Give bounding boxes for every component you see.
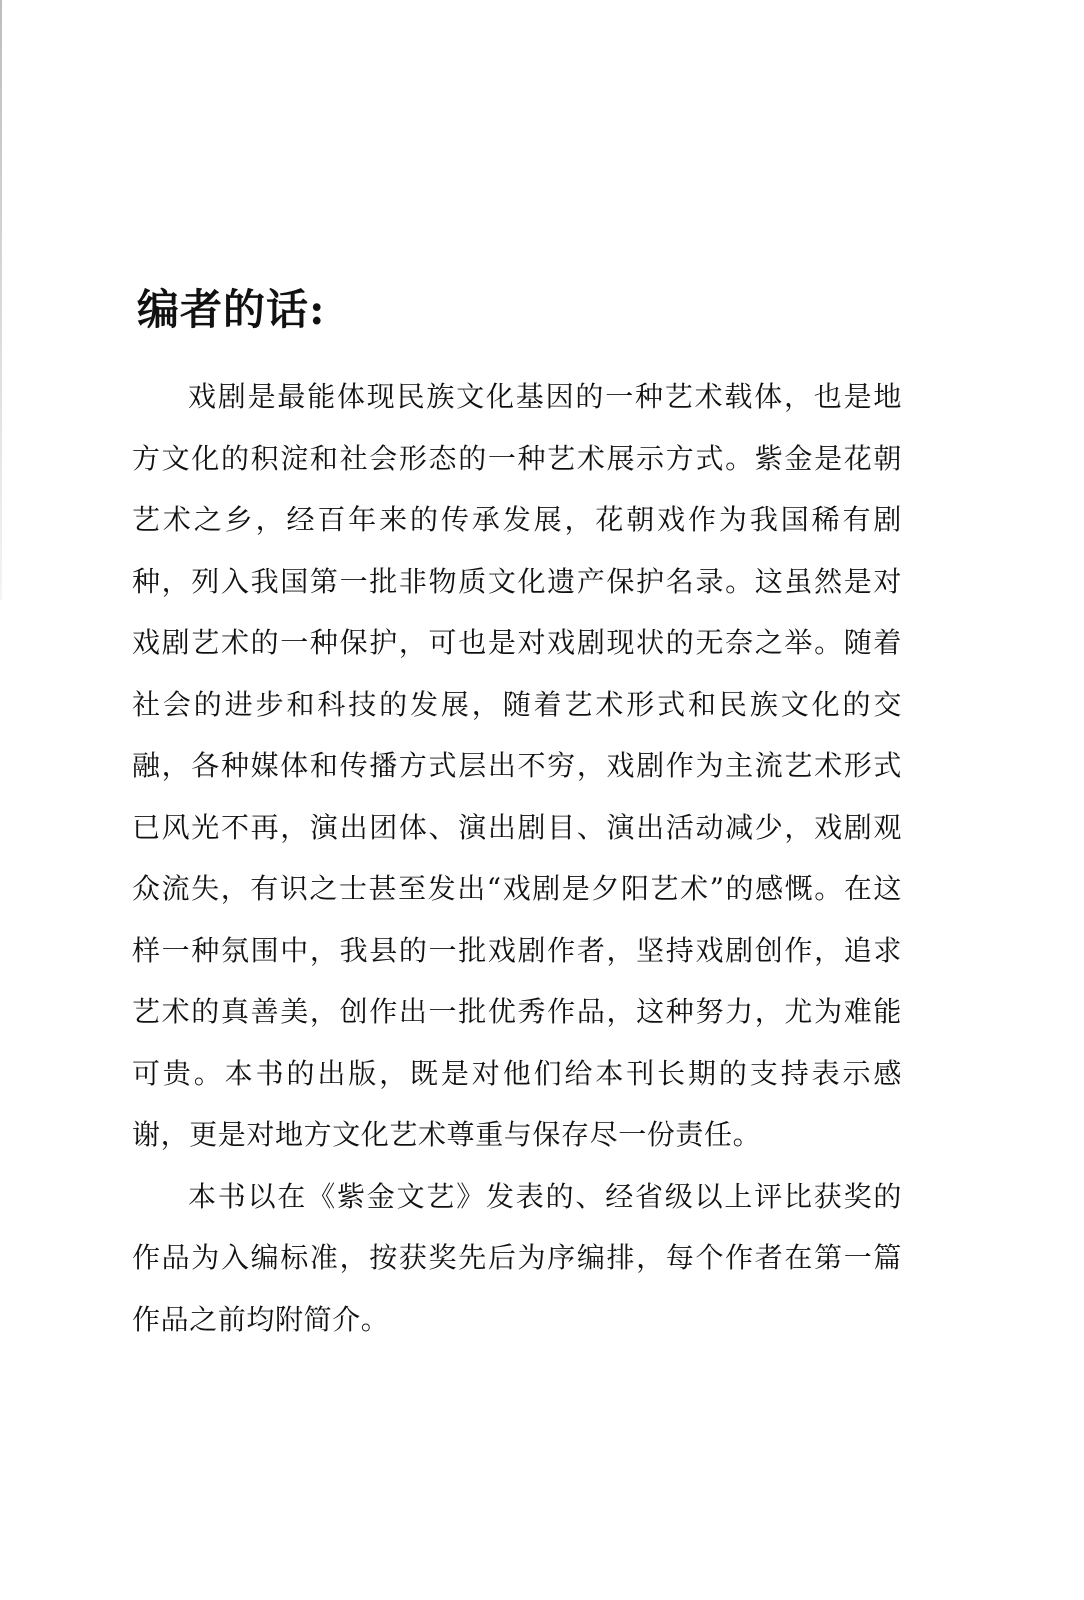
page-title: 编者的话: bbox=[137, 285, 326, 334]
body-text bbox=[132, 366, 902, 1350]
paragraph-2: 本书以在《紫金文艺》发表的、经省级以上评比获奖的作品为入编标准，按获奖先后为序编排，每个作者在第一篇作品之前均附简介。 bbox=[132, 1179, 902, 1336]
scan-page-edge bbox=[0, 0, 2, 600]
paragraph-1: 戏剧是最能体现民族文化基因的一种艺术载体，也是地方文化的积淀和社会形态的一种艺术展示方式。紫金是花朝艺术之乡，经百年来的传承发展，花朝戏作为我国稀有剧种，列入我国第一批非物质文化遗产保护名录。这虽然是对戏剧艺术的一种保护，可也是对戏剧现状的无奈之举。随着社会的进步和科技的发展，随着艺术形式和民族文化的交融，各种媒体和传播方式层出不穷，戏剧作为主流艺术形式已风光不再，演出团体、演出剧目、演出活动减少，戏剧观众流失，有识之士甚至发出“戏剧是夕阳艺术”的感慨。在这样一种氛围中，我县的一批戏剧作者，坚持戏剧创作，追求艺术的真善美，创作出一批优秀作品，这种努力，尤为难能可贵。本书的出版，既是对他们给本刊长期的支持表示感谢，更是对地方文化艺术尊重与保存尽一份责任。 bbox=[132, 380, 902, 1151]
